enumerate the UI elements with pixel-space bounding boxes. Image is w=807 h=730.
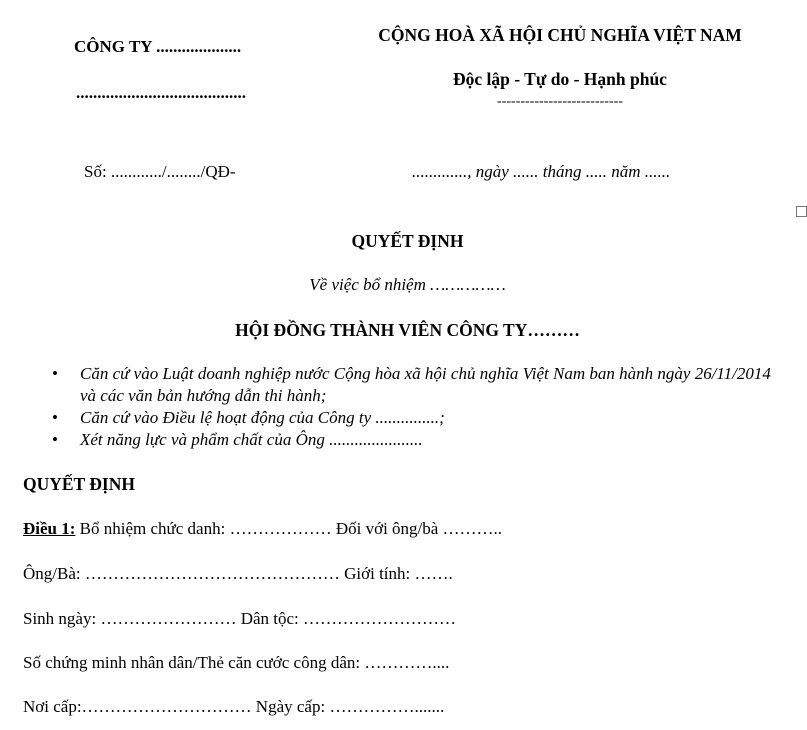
document-date: ............., ngày ...... tháng ..... năm ...... bbox=[412, 162, 671, 181]
bullet-icon: • bbox=[52, 430, 58, 449]
name-gender-line: Ông/Bà: ……………………………………… Giới tính: ……. bbox=[23, 564, 453, 583]
list-item bbox=[52, 363, 782, 407]
basis-text: Xét năng lực và phẩm chất của Ông ...................... bbox=[80, 430, 423, 449]
basis-text: Căn cứ vào Điều lệ hoạt động của Công ty ...............; bbox=[80, 408, 445, 427]
list-item bbox=[52, 429, 782, 451]
decision-section-heading: QUYẾT ĐỊNH bbox=[23, 474, 135, 494]
motto-rule: --------------------------- bbox=[497, 94, 623, 109]
decision-subject: Về việc bổ nhiệm …………… bbox=[309, 275, 506, 294]
birth-ethnicity-line: Sinh ngày: …………………… Dân tộc: ……………………… bbox=[23, 609, 457, 628]
article-1 bbox=[23, 519, 502, 539]
issue-place-date-line: Nơi cấp:………………………… Ngày cấp: ……………....... bbox=[23, 697, 445, 716]
list-item bbox=[52, 407, 782, 429]
decision-title: QUYẾT ĐỊNH bbox=[351, 231, 464, 251]
motto: Độc lập - Tự do - Hạnh phúc bbox=[453, 69, 667, 89]
legal-bases-list bbox=[52, 363, 782, 451]
id-number-line: Số chứng minh nhân dân/Thẻ căn cước công dân: ………….... bbox=[23, 653, 450, 672]
bullet-icon: • bbox=[52, 408, 58, 427]
basis-text: Căn cứ vào Luật doanh nghiệp nước Cộng hòa xã hội chủ nghĩa Việt Nam ban hành ngày 26/11/2014 và các văn bản hướng dẫn thi hành; bbox=[80, 364, 771, 405]
country-title: CỘNG HOÀ XÃ HỘI CHỦ NGHĨA VIỆT NAM bbox=[378, 25, 742, 45]
selection-checkbox[interactable] bbox=[796, 206, 807, 217]
article-label: Điều 1: bbox=[23, 519, 76, 538]
bullet-icon: • bbox=[52, 364, 58, 383]
document-number: Số: ............/......../QĐ- bbox=[84, 162, 236, 181]
company-name-dots: ........................................ bbox=[76, 83, 246, 102]
article-text: Bổ nhiệm chức danh: ……………… Đối với ông/bà ……….. bbox=[75, 519, 503, 538]
company-name-line: CÔNG TY .................... bbox=[74, 37, 242, 56]
council-title: HỘI ĐỒNG THÀNH VIÊN CÔNG TY……… bbox=[235, 320, 580, 340]
